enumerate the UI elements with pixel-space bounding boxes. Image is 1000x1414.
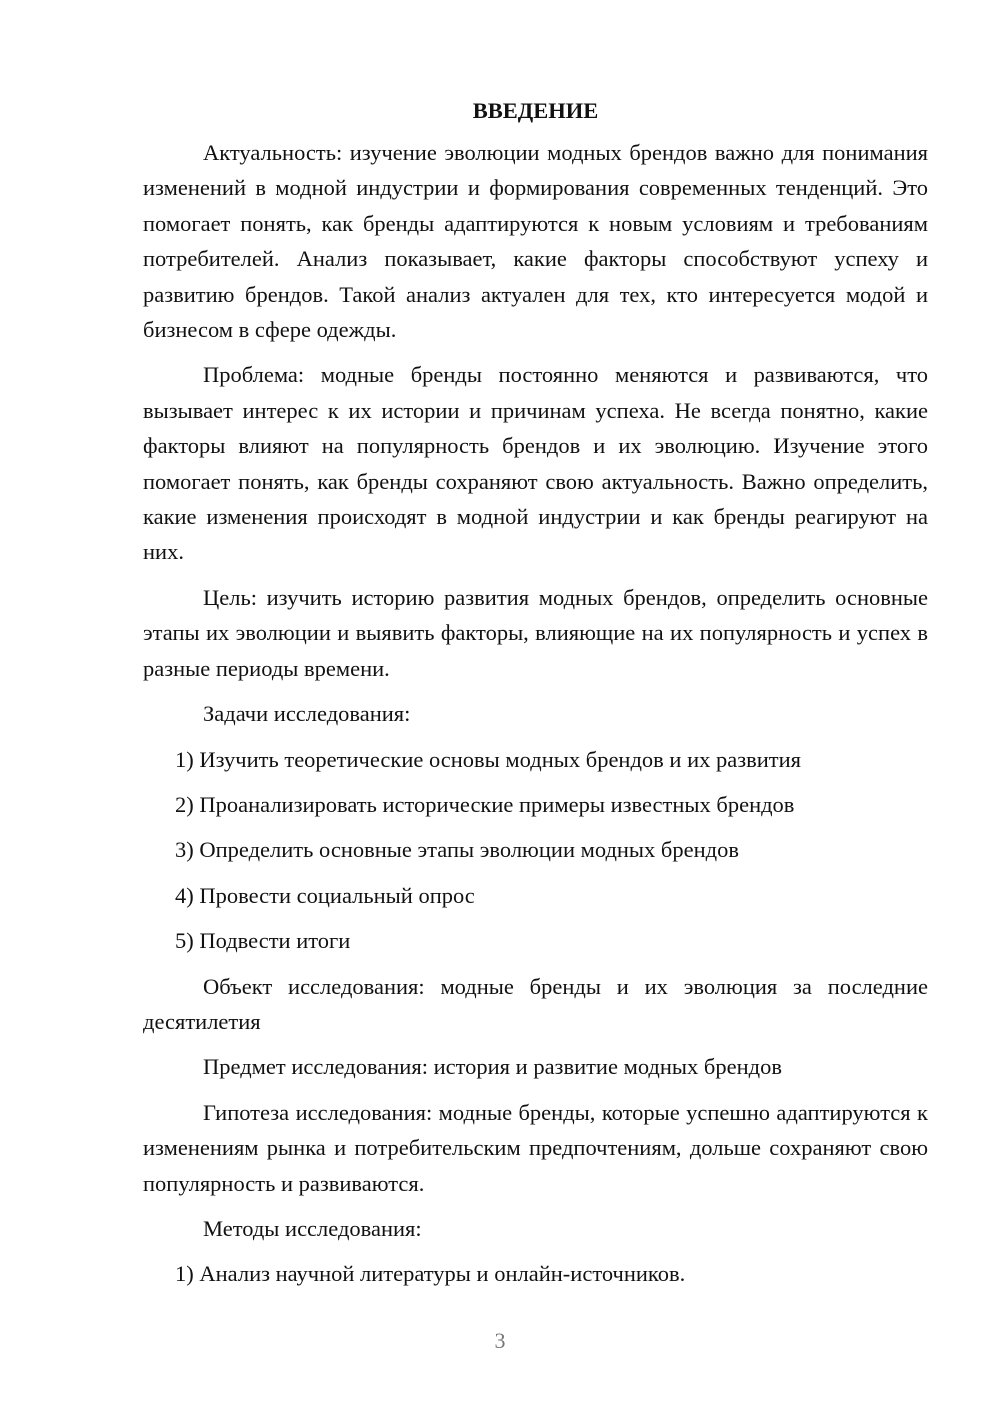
object-paragraph: Объект исследования: модные бренды и их эволюция за последние десятилетия <box>143 973 928 1034</box>
relevance-paragraph: Актуальность: изучение эволюции модных брендов важно для понимания изменений в модной индустрии и формирования современных тенденций. Это помогает понять, как бренды адаптируются к новым условиям и требованиям потребителей. Анализ показывает, какие факторы способствуют успеху и развитию брендов. Такой анализ актуален для тех, кто интересуется модой и бизнесом в сфере одежды. <box>143 140 928 343</box>
list-item: 1) Анализ научной литературы и онлайн-источников. <box>175 1261 686 1287</box>
list-item: 4) Провести социальный опрос <box>175 882 475 908</box>
page-number: 3 <box>494 1328 506 1353</box>
methods-list <box>143 1256 928 1291</box>
goal-paragraph: Цель: изучить историю развития модных брендов, определить основные этапы их эволюции и выявить факторы, влияющие на их популярность и успех в разные периоды времени. <box>143 584 928 681</box>
tasks-list <box>143 742 928 959</box>
list-item: 5) Подвести итоги <box>175 928 351 954</box>
methods-heading: Методы исследования: <box>203 1215 422 1241</box>
list-item: 3) Определить основные этапы эволюции модных брендов <box>175 837 739 863</box>
subject-paragraph: Предмет исследования: история и развитие модных брендов <box>203 1054 782 1080</box>
problem-paragraph: Проблема: модные бренды постоянно меняются и развиваются, что вызывает интерес к их истории и причинам успеха. Не всегда понятно, какие факторы влияют на популярность брендов и их эволюцию. Изучение этого помогает понять, как бренды сохраняют свою актуальность. Важно определить, какие изменения происходят в модной индустрии и как бренды реагируют на них. <box>143 362 928 565</box>
page-body <box>143 92 928 1302</box>
list-item: 1) Изучить теоретические основы модных брендов и их развития <box>175 746 802 772</box>
tasks-heading: Задачи исследования: <box>203 701 411 727</box>
list-item: 2) Проанализировать исторические примеры известных брендов <box>175 791 795 817</box>
hypothesis-paragraph: Гипотеза исследования: модные бренды, которые успешно адаптируются к изменениям рынка и потребительским предпочтениям, дольше сохраняют свою популярность и развиваются. <box>143 1099 928 1196</box>
page-title: ВВЕДЕНИЕ <box>472 98 599 123</box>
